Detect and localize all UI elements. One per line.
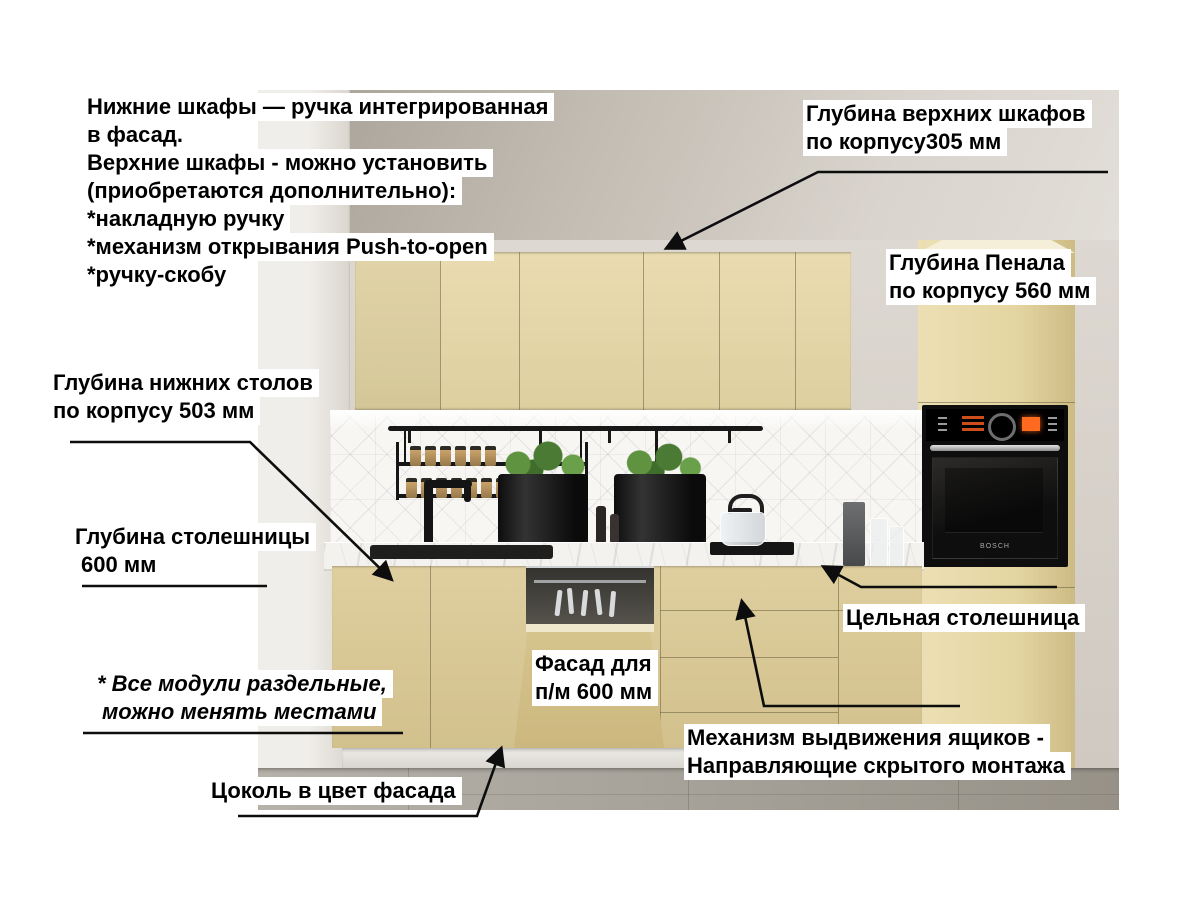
upper-cabinets-depth-label <box>803 100 1092 156</box>
label-line: * Все модули раздельные, <box>94 670 393 698</box>
leader-solid-countertop <box>824 567 1057 587</box>
label-line: Фасад для <box>532 650 658 678</box>
handles-note-line: в фасад. <box>84 121 189 149</box>
label-line: п/м 600 мм <box>532 678 658 706</box>
solid-countertop-label <box>843 604 1085 632</box>
handles-note-line: *механизм открывания Push-to-open <box>84 233 494 261</box>
base-cabinets-depth-label <box>50 369 319 425</box>
handles-note-line: Верхние шкафы - можно установить <box>84 149 493 177</box>
label-line: Цельная столешница <box>843 604 1085 632</box>
label-line: Направляющие скрытого монтажа <box>684 752 1071 780</box>
label-line: можно менять местами <box>94 698 382 726</box>
label-line: Глубина столешницы <box>72 523 316 551</box>
label-line: Глубина верхних шкафов <box>803 100 1092 128</box>
label-line: Механизм выдвижения ящиков - <box>684 724 1050 752</box>
plinth-label <box>208 777 462 805</box>
label-line: Глубина Пенала <box>886 249 1071 277</box>
drawer-mechanism-label <box>684 724 1071 780</box>
handles-note-line: (приобретаются дополнительно): <box>84 177 462 205</box>
bosch-logo: BOSCH <box>980 543 1010 550</box>
dishwasher-facade-label <box>532 650 658 706</box>
modules-note-label <box>94 670 393 726</box>
label-line: Цоколь в цвет фасада <box>208 777 462 805</box>
handles-note-line: *ручку-скобу <box>84 261 232 289</box>
handles-note-line: *накладную ручку <box>84 205 290 233</box>
label-line: по корпусу 560 мм <box>886 277 1096 305</box>
countertop-depth-label <box>72 523 316 579</box>
handles-note-label <box>84 93 554 289</box>
tall-cabinet-depth-label <box>886 249 1096 305</box>
handles-note-line: Нижние шкафы — ручка интегрированная <box>84 93 554 121</box>
label-line: по корпусу 503 мм <box>50 397 260 425</box>
label-line: по корпусу305 мм <box>803 128 1007 156</box>
leader-upper-cabinets-depth <box>667 172 1108 248</box>
label-line: Глубина нижних столов <box>50 369 319 397</box>
label-line: 600 мм <box>72 551 162 579</box>
